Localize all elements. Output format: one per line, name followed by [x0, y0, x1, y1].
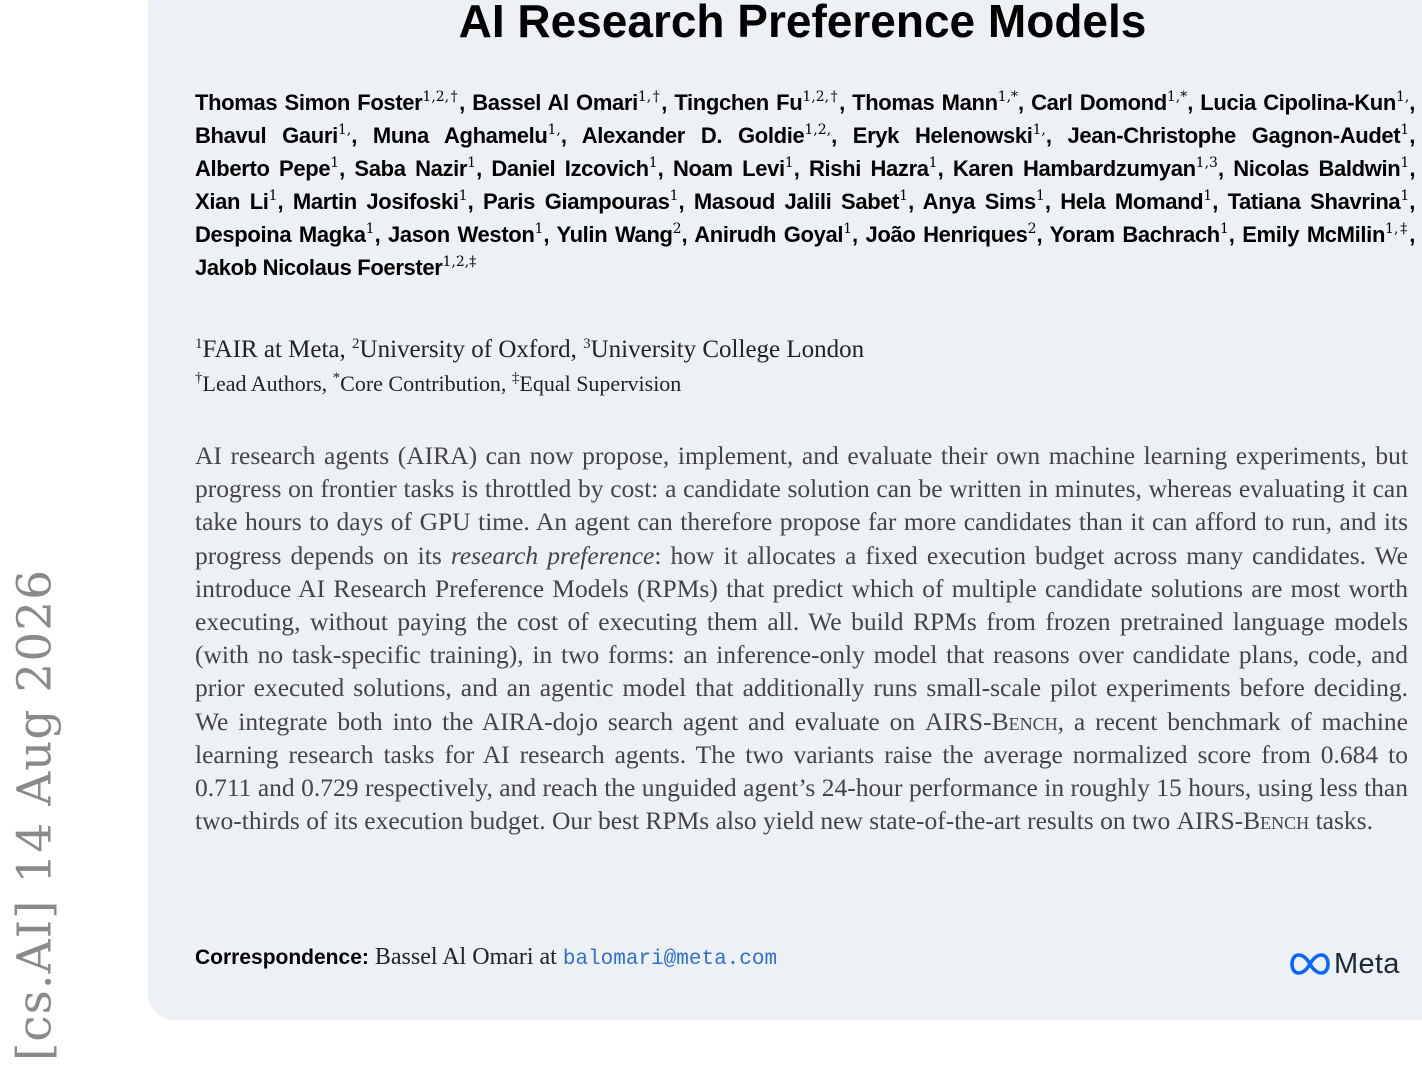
- author-affiliation-marks: 1,: [337, 122, 352, 138]
- author-affiliation-marks: 1,2,†: [422, 89, 460, 105]
- author-name: Lucia Cipolina-Kun: [1200, 90, 1396, 115]
- author-name: Tatiana Shavrina: [1227, 189, 1401, 214]
- author: Despoina Magka$^1$,: [195, 221, 381, 247]
- author-affiliation-marks: 1: [648, 155, 658, 171]
- author-affiliation-marks: 1,2,: [804, 122, 832, 138]
- author-name: Muna Aghamelu: [372, 123, 548, 148]
- author-affiliation-marks: 1: [365, 221, 375, 237]
- author-name: Thomas Simon Foster: [195, 90, 423, 115]
- author: Eryk Helenowski$^{1,}$,: [852, 122, 1052, 148]
- affiliation: $^3$University College London: [583, 336, 865, 363]
- author-affiliation-marks: 1: [534, 221, 544, 237]
- author-affiliation-marks: 1: [899, 188, 909, 204]
- author: Thomas Simon Foster$^{1,2,\dagger}$,: [195, 89, 465, 115]
- author: Alberto Pepe$^1$,: [195, 155, 345, 181]
- author-affiliation-marks: 1,: [1032, 122, 1046, 138]
- author-name: Yoram Bachrach: [1049, 222, 1220, 247]
- author-affiliation-marks: 1,†: [637, 89, 662, 105]
- author-affiliation-marks: 1: [1203, 188, 1213, 204]
- author-name: Rishi Hazra: [808, 156, 929, 181]
- author: Nicolas Baldwin$^1$,: [1233, 155, 1416, 181]
- author-affiliation-marks: 1: [458, 188, 468, 204]
- author-name: Jason Weston: [388, 222, 535, 247]
- author-name: Masoud Jalili Sabet: [693, 189, 900, 214]
- author-affiliation-marks: 1: [268, 188, 278, 204]
- benchmark-name: AIRS-Bench: [925, 706, 1058, 736]
- author-name: Carl Domond: [1031, 90, 1167, 115]
- author-note: †Lead Authors: [195, 370, 322, 396]
- author-affiliation-marks: 1: [1219, 221, 1229, 237]
- author-note: ‡Equal Supervision: [511, 370, 682, 396]
- author: Carl Domond$^{1,*}$,: [1031, 89, 1193, 115]
- author-name: Paris Giampouras: [482, 189, 670, 214]
- author: Anya Sims$^1$,: [922, 188, 1051, 214]
- paper-title: AI Research Preference Models: [458, 0, 1147, 47]
- author-affiliation-marks: 1: [669, 188, 679, 204]
- author: Alexander D. Goldie$^{1,2,}$,: [581, 122, 837, 148]
- author-name: Emily McMilin: [1242, 222, 1386, 247]
- author-name: Noam Levi: [672, 156, 785, 181]
- meta-wordmark: Meta: [1334, 947, 1400, 980]
- author: Jean-Christophe Gagnon-Audet$^1$,: [1067, 122, 1415, 148]
- author-name: Daniel Izcovich: [491, 156, 649, 181]
- affiliation: $^1$FAIR at Meta: [195, 336, 340, 363]
- author: Emily McMilin$^{1,\ddagger}$,: [1242, 221, 1415, 247]
- author-affiliation-marks: 1,3: [1195, 155, 1218, 171]
- author: Muna Aghamelu$^{1,}$,: [372, 122, 567, 148]
- author-name: Yulin Wang: [556, 222, 673, 247]
- author-name: Xian Li: [195, 189, 269, 214]
- author: Hela Momand$^1$,: [1060, 188, 1218, 214]
- author: Lucia Cipolina-Kun$^{1,}$,: [1200, 89, 1416, 115]
- author: Bhavul Gauri$^{1,}$,: [195, 122, 357, 148]
- author: Rishi Hazra$^1$,: [808, 155, 944, 181]
- author-name: Bhavul Gauri: [195, 123, 338, 148]
- author-name: Thomas Mann: [852, 90, 998, 115]
- author-name: Nicolas Baldwin: [1233, 156, 1401, 181]
- author-affiliation-marks: 1: [1400, 122, 1410, 138]
- author-affiliation-marks: 2: [1027, 221, 1037, 237]
- author-name: Jakob Nicolaus Foerster: [195, 255, 443, 280]
- affiliation: $^2$University of Oxford: [352, 336, 571, 363]
- author: Yoram Bachrach$^1$,: [1049, 221, 1235, 247]
- author: Masoud Jalili Sabet$^1$,: [693, 188, 914, 214]
- correspondence-email-link[interactable]: balomari@meta.com: [562, 948, 778, 971]
- author-name: Anya Sims: [922, 189, 1036, 214]
- abstract-emphasis: research preference: [450, 540, 655, 570]
- author-affiliation-marks: 1: [928, 155, 938, 171]
- correspondence-at: at: [539, 944, 557, 970]
- author-affiliation-marks: 1: [1035, 188, 1045, 204]
- author-affiliation-marks: 1,: [547, 122, 561, 138]
- author-affiliation-marks: 1,2,‡: [442, 254, 477, 270]
- author: Thomas Mann$^{1,*}$,: [852, 89, 1024, 115]
- author-affiliation-marks: 2: [672, 221, 682, 237]
- author-name: Eryk Helenowski: [852, 123, 1033, 148]
- author: [195, 255, 476, 280]
- author-name: Tingchen Fu: [674, 90, 803, 115]
- author-list: [195, 86, 1415, 284]
- meta-infinity-icon: [1290, 953, 1330, 975]
- correspondence-name: Bassel Al Omari: [374, 944, 534, 970]
- author-name: Jean-Christophe Gagnon-Audet: [1067, 123, 1401, 148]
- author-notes: †Lead Authors, *Core Contribution, ‡Equal Supervision: [195, 370, 682, 396]
- arxiv-stamp-text: [cs.AI] 14 Aug 2026: [7, 568, 63, 1062]
- correspondence-label: Correspondence:: [195, 946, 369, 969]
- author-affiliation-marks: 1,‡: [1385, 221, 1410, 237]
- author: Jason Weston$^1$,: [388, 221, 550, 247]
- author: Daniel Izcovich$^1$,: [491, 155, 664, 181]
- author: João Henriques$^2$,: [865, 221, 1043, 247]
- arxiv-stamp: [0, 568, 70, 1062]
- author-affiliation-marks: 1: [467, 155, 477, 171]
- author-name: Saba Nazir: [354, 156, 468, 181]
- author: Tingchen $Fu^{1,2,\dagger}$,: [674, 89, 845, 115]
- author: Martin Josifoski$^1$,: [292, 188, 474, 214]
- author: Karen Hambardzumyan$^{1,3}$,: [952, 155, 1224, 181]
- author-affiliation-marks: 1: [1400, 155, 1410, 171]
- author: Yulin Wang$^2$,: [556, 221, 688, 247]
- author: Saba Nazir$^1$,: [354, 155, 482, 181]
- author-affiliation-marks: 1,2,†: [802, 89, 840, 105]
- author: Bassel Al Omari$^{1,\dagger}$,: [472, 89, 668, 115]
- author-name: Bassel Al Omari: [472, 90, 638, 115]
- author-name: João Henriques: [865, 222, 1028, 247]
- meta-logo: [1290, 946, 1400, 982]
- author-name: Alberto Pepe: [195, 156, 331, 181]
- author-name: Karen Hambardzumyan: [952, 156, 1196, 181]
- author: Tatiana Shavrina$^1$,: [1227, 188, 1415, 214]
- author-name: Anirudh Goyal: [694, 222, 844, 247]
- author-affiliation-marks: 1: [330, 155, 340, 171]
- author: Paris Giampouras$^1$,: [482, 188, 685, 214]
- author: Xian Li$^1$,: [195, 188, 284, 214]
- correspondence: [195, 944, 777, 971]
- benchmark-name: AIRS-Bench: [1176, 806, 1310, 836]
- author-affiliation-marks: 1,*: [1166, 89, 1188, 105]
- affiliations: $^1$FAIR at Meta, $^2$University of Oxford, $^3$University College London: [195, 336, 865, 363]
- author-name: Martin Josifoski: [292, 189, 459, 214]
- author-affiliation-marks: 1: [1400, 188, 1410, 204]
- author-name: Despoina Magka: [195, 222, 366, 247]
- author-affiliation-marks: 1,: [1395, 89, 1410, 105]
- author-note: *Core Contribution: [332, 370, 501, 396]
- author-name: Alexander D. Goldie: [581, 123, 805, 148]
- author: Anirudh Goyal$^1$,: [694, 221, 858, 247]
- author: Noam Levi$^1$,: [672, 155, 800, 181]
- abstract: AI research agents (AIRA) can now propose, implement, and evaluate their own machine learning experiments, but progress on frontier tasks is throttled by cost: a candidate solution can be written in minutes, whereas evaluating it can take hours to days of GPU time. An agent can therefore propose far more candidates than it can afford to run, and its progress depends on its research preference: how it allocates a fixed execution budget across many candidates. We introduce AI Research Preference Models (RPMs) that predict which of multiple candidate solutions are most worth executing, without paying the cost of executing them all. We build RPMs from frozen pretrained language models (with no task-specific training), in two forms: an inference-only model that reasons over candidate plans, code, and prior executed solutions, and an agentic model that additionally runs small-scale pilot experiments before deciding. We integrate both into the AIRA-dojo search agent and evaluate on AIRS-Bench, a recent benchmark of machine learning research tasks for AI research agents. The two variants raise the average normalized score from 0.684 to 0.711 and 0.729 respectively, and reach the unguided agent’s 24-hour performance in roughly 15 hours, using less than two-thirds of its execution budget. Our best RPMs also yield new state-of-the-art results on two AIRS-Bench tasks.: [195, 441, 1408, 836]
- author-affiliation-marks: 1,*: [997, 89, 1019, 105]
- author-affiliation-marks: 1: [843, 221, 853, 237]
- author-name: Hela Momand: [1060, 189, 1204, 214]
- author-affiliation-marks: 1: [784, 155, 794, 171]
